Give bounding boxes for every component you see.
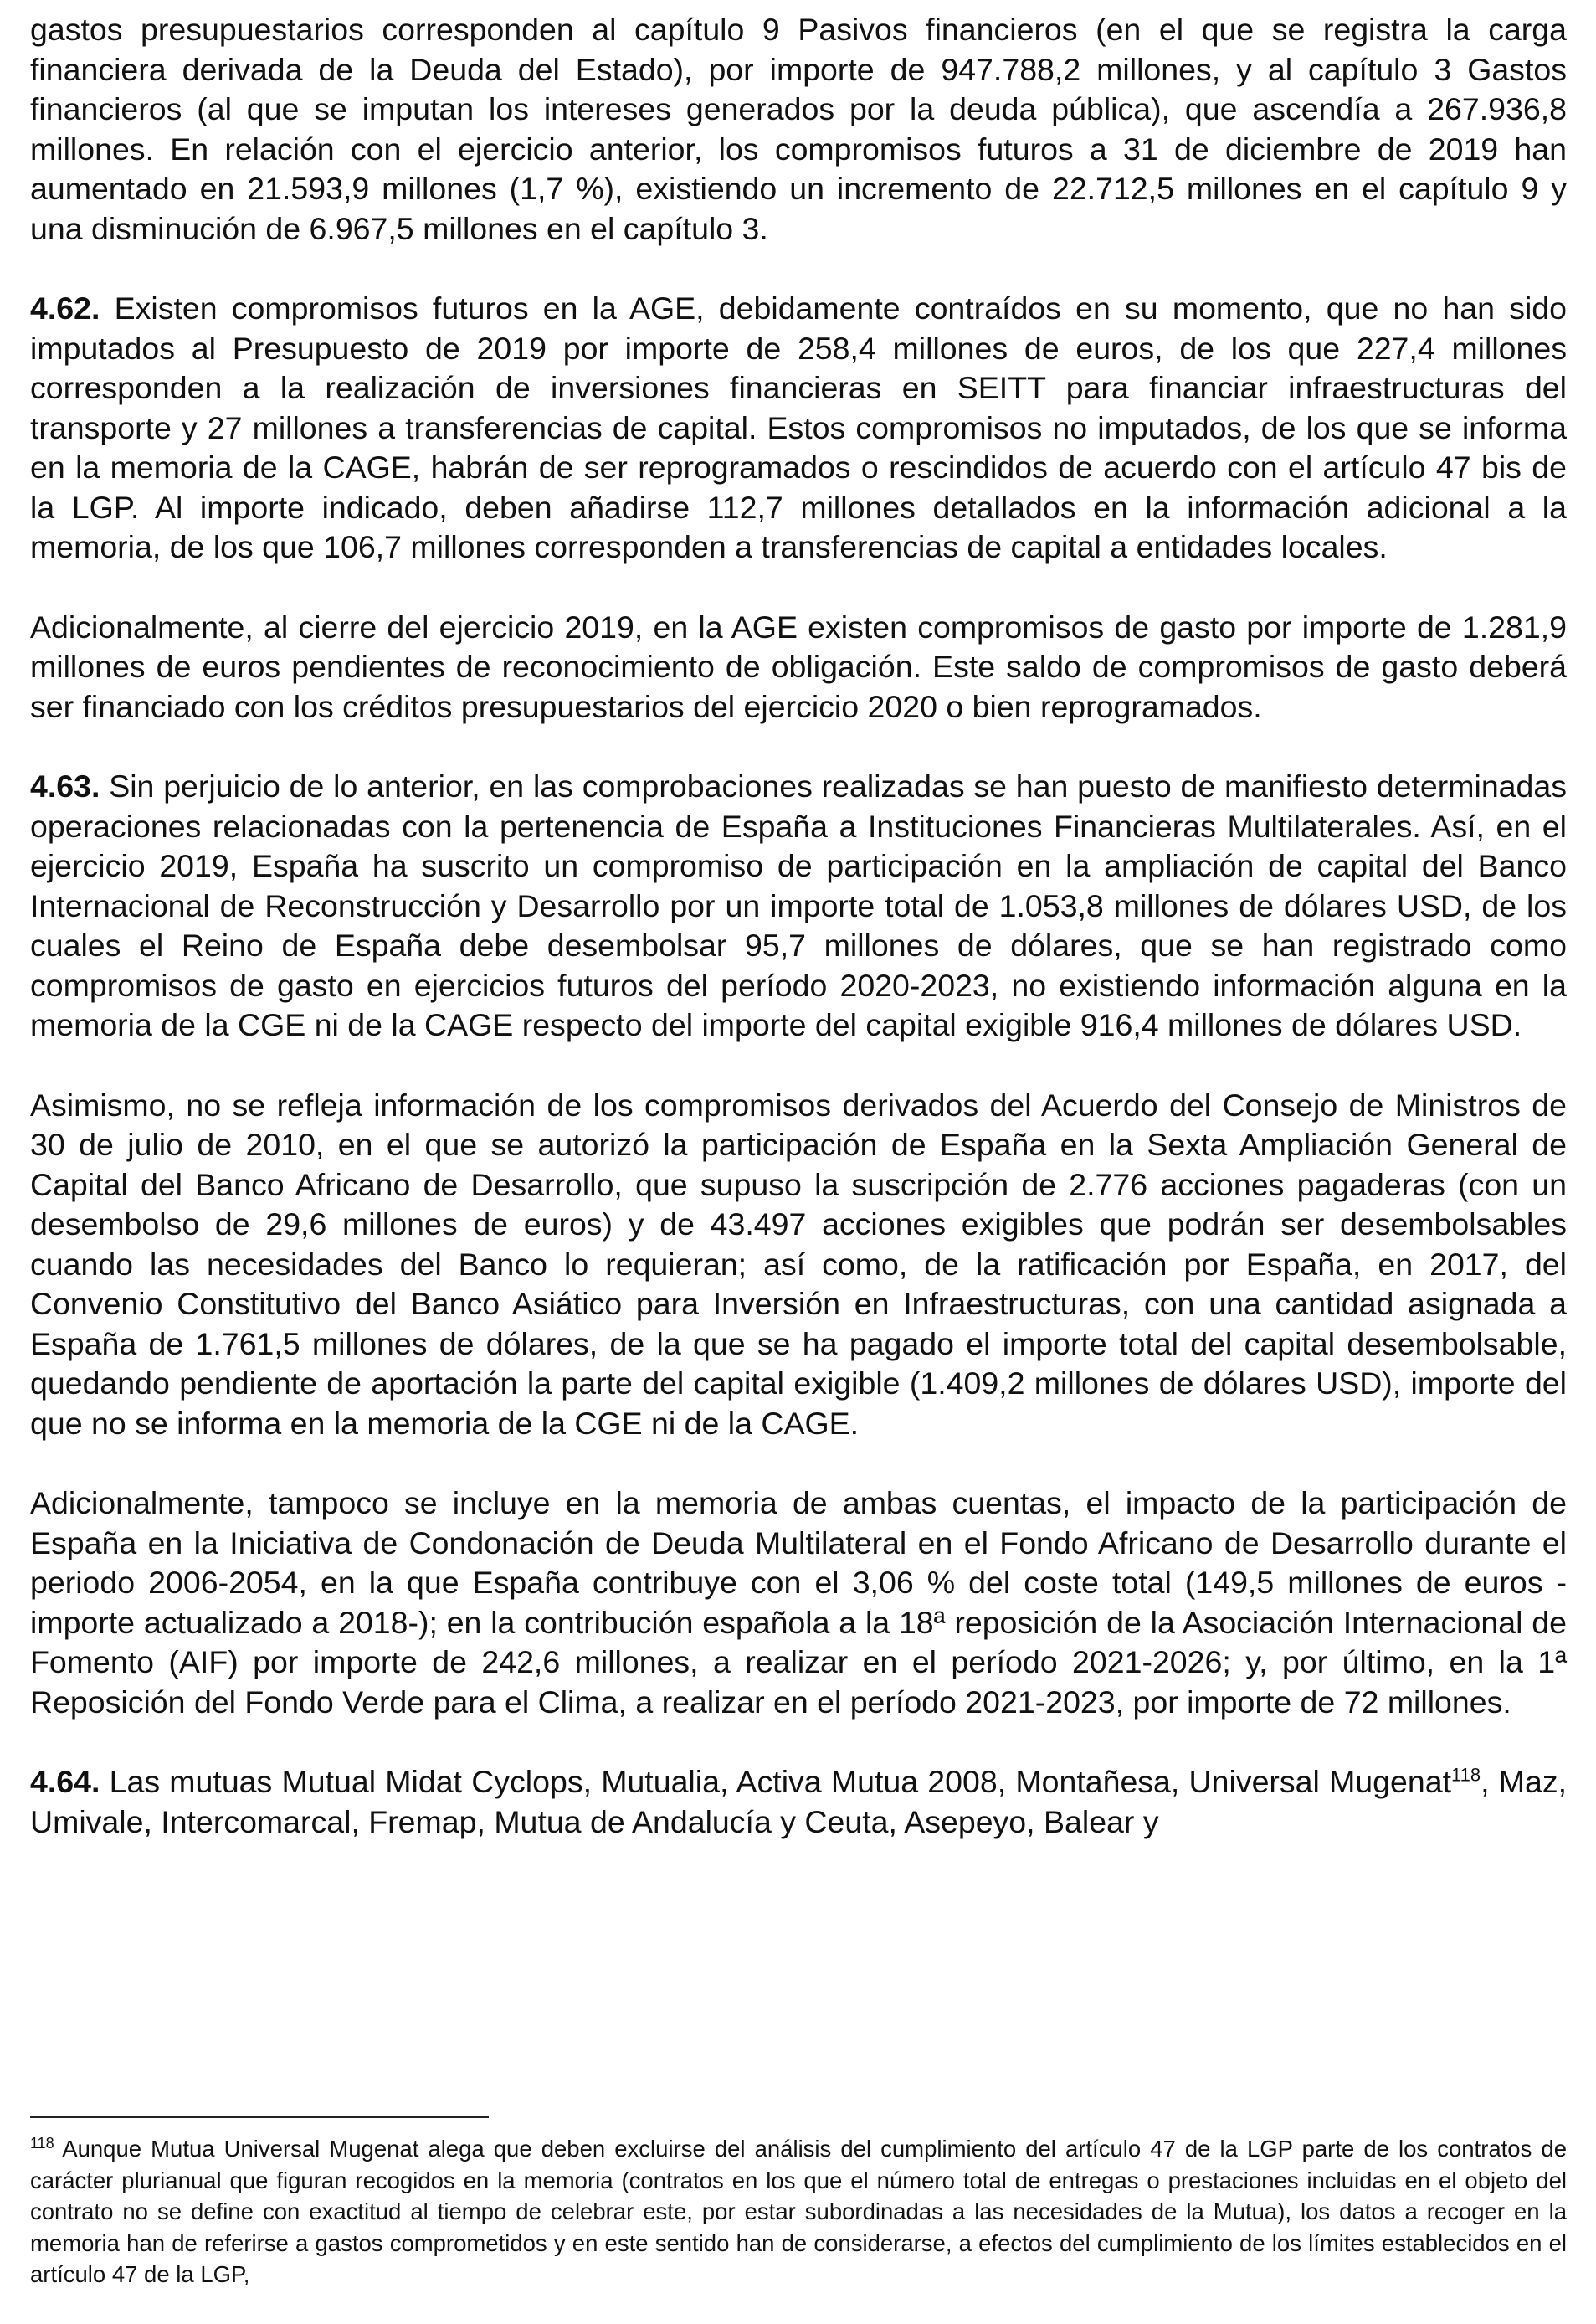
paragraph-text: Las mutuas Mutual Midat Cyclops, Mutualia, Activa Mutua 2008, Montañesa, Universal Mugenat: [100, 1764, 1452, 1799]
paragraph-4-62: [30, 289, 1567, 568]
paragraph-text: Existen compromisos futuros en la AGE, debidamente contraídos en su momento, que no han sido imputados al Presupuesto de 2019 por importe de 258,4 millones de euros, de los que 227,4 millones corresponden a la realización de inversiones financieras en SEITT para financiar infraestructuras del transporte y 27 millones a transferencias de capital. Estos compromisos no imputados, de los que se informa en la memoria de la CAGE, habrán de ser reprogramados o rescindidos de acuerdo con el artículo 47 bis de la LGP. Al importe indicado, deben añadirse 112,7 millones detallados en la información adicional a la memoria, de los que 106,7 millones corresponden a transferencias de capital a entidades locales.: [30, 290, 1567, 564]
footnote-reference[interactable]: 118: [1451, 1764, 1481, 1786]
footnote-118: [30, 2133, 1567, 2291]
paragraph-african-bank: [30, 1086, 1567, 1444]
document-body: [30, 10, 1567, 1882]
paragraph-number: 4.64.: [30, 1764, 100, 1799]
footnote-separator: [30, 2116, 489, 2118]
paragraph-text: Adicionalmente, al cierre del ejercicio 2019, en la AGE existen compromisos de gasto por importe de 1.281,9 millones de euros pendientes de reconocimiento de obligación. Este saldo de compromisos de gasto deberá ser financiado con los créditos presupuestarios del ejercicio 2020 o bien reprogramados.: [30, 609, 1567, 724]
paragraph-text: Sin perjuicio de lo anterior, en las comprobaciones realizadas se han puesto de manifiesto determinadas operaciones relacionadas con la pertenencia de España a Instituciones Financieras Multilaterales. Así, en el ejercicio 2019, España ha suscrito un compromiso de participación en la ampliación de capital del Banco Internacional de Reconstrucción y Desarrollo por un importe total de 1.053,8 millones de dólares USD, de los cuales el Reino de España debe desembolsar 95,7 millones de dólares, que se han registrado como compromisos de gasto en ejercicios futuros del período 2020-2023, no existiendo información alguna en la memoria de la CGE ni de la CAGE respecto del importe del capital exigible 916,4 millones de dólares USD.: [30, 769, 1567, 1042]
paragraph-number: 4.62.: [30, 290, 100, 326]
paragraph-text: , Maz, Umivale, Intercomarcal, Fremap, Mutua de Andalucía y Ceuta, Asepeyo, Balear y: [30, 1764, 1567, 1839]
footnote-text: Aunque Mutua Universal Mugenat alega que deben excluirse del análisis del cumplimiento del artículo 47 de la LGP parte de los contratos de carácter plurianual que figuran recogidos en la memoria (contratos en los que el número total de entregas o prestaciones incluidas en el objeto del contrato no se define con exactitud al tiempo de celebrar este, por estar subordinadas a las necesidades de la Mutua), los datos a recoger en la memoria han de referirse a gastos comprometidos y en este sentido han de considerarse, a efectos del cumplimiento de los límites establecidos en el artículo 47 de la LGP,: [30, 2136, 1567, 2287]
paragraph-text: gastos presupuestarios corresponden al capítulo 9 Pasivos financieros (en el que se registra la carga financiera derivada de la Deuda del Estado), por importe de 947.788,2 millones, y al capítulo 3 Gastos financieros (al que se imputan los intereses generados por la deuda pública), que ascendía a 267.936,8 millones. En relación con el ejercicio anterior, los compromisos futuros a 31 de diciembre de 2019 han aumentado en 21.593,9 millones (1,7 %), existiendo un incremento de 22.712,5 millones en el capítulo 9 y una disminución de 6.967,5 millones en el capítulo 3.: [30, 12, 1567, 246]
paragraph-continuation: [30, 10, 1567, 249]
paragraph-text: Adicionalmente, tampoco se incluye en la memoria de ambas cuentas, el impacto de la participación de España en la Iniciativa de Condonación de Deuda Multilateral en el Fondo Africano de Desarrollo durante el periodo 2006-2054, en la que España contribuye con el 3,06 % del coste total (149,5 millones de euros -importe actualizado a 2018-); en la contribución española a la 18ª reposición de la Asociación Internacional de Fomento (AIF) por importe de 242,6 millones, a realizar en el período 2021-2026; y, por último, en la 1ª Reposición del Fondo Verde para el Clima, a realizar en el período 2021-2023, por importe de 72 millones.: [30, 1485, 1567, 1720]
paragraph-text: Asimismo, no se refleja información de los compromisos derivados del Acuerdo del Consejo de Ministros de 30 de julio de 2010, en el que se autorizó la participación de España en la Sexta Ampliación General de Capital del Banco Africano de Desarrollo, que supuso la suscripción de 2.776 acciones pagaderas (con un desembolso de 29,6 millones de euros) y de 43.497 acciones exigibles que podrán ser desembolsables cuando las necesidades del Banco lo requieran; así como, de la ratificación por España, en 2017, del Convenio Constitutivo del Banco Asiático para Inversión en Infraestructuras, con una cantidad asignada a España de 1.761,5 millones de dólares, de la que se ha pagado el importe total del capital desembolsable, quedando pendiente de aportación la parte del capital exigible (1.409,2 millones de dólares USD), importe del que no se informa en la memoria de la CGE ni de la CAGE.: [30, 1087, 1567, 1441]
paragraph-4-63: [30, 767, 1567, 1046]
paragraph-pending-obligations: [30, 608, 1567, 728]
footnote-marker: 118: [30, 2134, 54, 2152]
paragraph-number: 4.63.: [30, 769, 100, 804]
paragraph-debt-relief: [30, 1483, 1567, 1722]
paragraph-4-64: [30, 1762, 1567, 1842]
